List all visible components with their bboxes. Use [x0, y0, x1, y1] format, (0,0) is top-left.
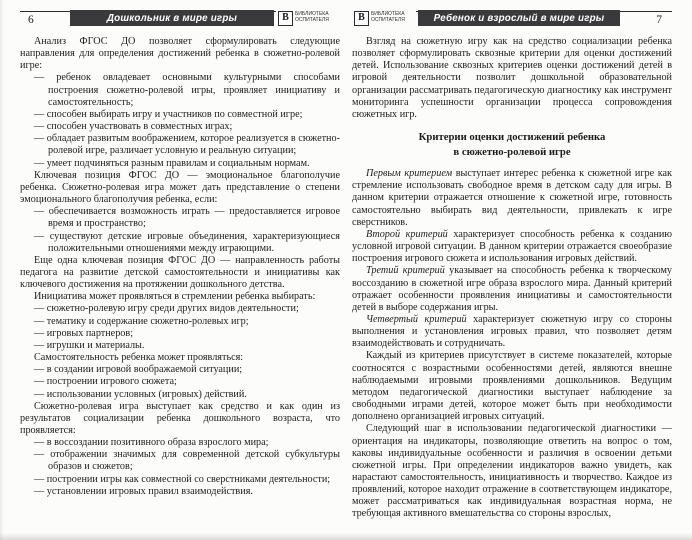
list-item: — тематику и содержание сюжетно-ролевых игр; — [34, 315, 249, 327]
logo-letter-icon: В — [354, 11, 369, 26]
list-item: — в создании игровой воображаемой ситуации; — [34, 364, 243, 376]
logo-text-line2: ОСПИТАТЕЛЯ — [295, 17, 329, 23]
paragraph: Четвертый критерий характеризует сюжетную игру со стороны выполнения и установления игровых правил, что позволяет детям взаимодействовать и сотрудничать. — [352, 313, 672, 350]
list-item: — отображении значимых для современной детской субкультуры образов и сюжетов; — [34, 449, 340, 473]
chapter-title-bar: Дошкольник в мире игры — [70, 10, 274, 26]
list-item: — использовании условных (игровых) действий. — [34, 388, 247, 400]
paragraph: Еще одна ключевая позиция ФГОС ДО — направленность работы педагога на развитие детской самостоятельности и инициативы как ключевого достижения на протяжении дошкольного детства. — [20, 254, 340, 291]
paragraph: Самостоятельность ребенка может проявляться: — [34, 352, 244, 364]
paragraph: Анализ ФГОС ДО позволяет сформулировать следующие направления для определения достижений ребенка в сюжетно-ролевой игре: — [20, 36, 340, 72]
page-number: 6 — [28, 13, 34, 26]
list-item: — существуют детские игровые объединения, характеризующиеся положительными отношениями между играющими. — [34, 230, 340, 254]
list-item: — обладает развитым воображением, которое реализуется в сюжетно-ролевой игре, различает условную и реальную ситуации; — [34, 133, 340, 157]
list-item: — ребенок овладевает основными культурными способами построения сюжетно-ролевой игры, проявляет инициативу и самостоятельность; — [34, 72, 340, 108]
list-item: — построении игрового сюжета; — [34, 376, 177, 388]
paragraph: Первым критерием выступает интерес ребенка к сюжетной игре как стремление использовать свободное время в детском саду для игры. В данном критерии отражается отношение к сюжетной игре, готовность самостоятельно выбирать вид деятельности, привлекать к игре сверстников. — [352, 168, 672, 228]
italic-lead: Второй критерий — [366, 228, 448, 240]
section-heading-line: Критерии оценки достижений ребенка — [418, 131, 606, 144]
page-body — [352, 36, 672, 521]
running-head-left — [20, 10, 340, 26]
running-head-right — [352, 10, 672, 26]
logo-text-line1: БИБЛИОТЕКА — [295, 11, 329, 18]
list-item: — обеспечивается возможность играть — предоставляется игровое время и пространство; — [34, 206, 340, 230]
list-item: — сюжетно-ролевую игру среди других видов деятельности; — [34, 303, 299, 315]
paragraph: Следующий шаг в использовании педагогической диагностики — ориентация на индикаторы, позволяющие ответить на вопрос о том, каковы индивидуальные особенности и различия в освоении детьми сюжетной игры. При определении индикаторов важно увидеть, как нарастают самостоятельность, инициативность и творчество. Каждое из проявлений, которое находит отражение в соответствующем индикаторе, может рассматриваться как индивидуальная возрастная норма, не требующая активного вмешательства со стороны взрослых, — [352, 423, 672, 520]
italic-lead: Первым критерием — [366, 168, 453, 180]
paragraph: Каждый из критериев присутствует в системе показателей, которые соотносятся с возрастными особенностями детей, являются внешне наблюдаемыми игровыми проявлениями дошкольников. Ведущим методом педагогической диагностики выступает наблюдение за свободными играми детей, которое может быть при необходимости дополнено организацией игровых ситуаций. — [352, 350, 672, 423]
list-item: — способен участвовать в совместных играх; — [34, 121, 233, 133]
paragraph: Второй критерий характеризует способность ребенка к созданию условной игровой ситуации. В данном критерии отражается своеобразие построения игрового сюжета и использования игровых действий. — [352, 228, 672, 265]
list-item: — способен выбирать игру и участников по совместной игре; — [34, 108, 303, 120]
paragraph: Сюжетно-ролевая игра выступает как средство и как один из результатов социализации ребенка дошкольного возраста, что проявляется: — [20, 400, 340, 436]
paragraph: Взгляд на сюжетную игру как на средство социализации ребенка позволяет сформулировать сквозные критерии для оценки достижений детей. Использование сквозных критериев оценки достижений детей в игровой деятельности позволит дошкольной образовательной организации рассматривать педагогическую диагностику как инструмент мониторинга успешности организации процесса сопровождения сюжетных игр. — [352, 36, 672, 120]
list-item: — установлении игровых правил взаимодействия. — [34, 485, 253, 497]
logo-text-line2: ОСПИТАТЕЛЯ — [371, 17, 405, 23]
list-item: — в воссоздании позитивного образа взрослого мира; — [34, 437, 269, 449]
logo-text-line1: БИБЛИОТЕКА — [371, 11, 405, 18]
italic-lead: Четвертый критерий — [366, 313, 467, 325]
logo-text — [371, 12, 405, 23]
logo-text — [295, 12, 329, 23]
list-item: — построении игры как совместной со сверстниками деятельности; — [34, 473, 331, 485]
publisher-logo — [352, 10, 416, 26]
page-right — [346, 0, 692, 540]
paragraph: Третий критерий указывает на способность ребенка к творческому воссозданию в сюжетной игре образа взрослого мира. Данный критерий отражает особенности проявления инициативы и самостоятельности детей в выборе содержания игры. — [352, 265, 672, 313]
chapter-title-bar: Ребенок и взрослый в мире игры — [418, 10, 620, 26]
italic-lead: Третий критерий — [366, 265, 445, 277]
publisher-logo — [276, 10, 340, 26]
section-heading — [352, 130, 672, 159]
paragraph: Инициатива может проявляться в стремлении ребенка выбирать: — [34, 291, 316, 303]
page-body — [20, 36, 340, 498]
list-item: — умеет подчиняться разным правилам и социальным нормам. — [34, 157, 310, 169]
logo-letter-icon: В — [278, 11, 293, 26]
page-number: 7 — [656, 13, 662, 26]
section-heading-line: в сюжетно-ролевой игре — [453, 145, 571, 158]
list-item: — игровых партнеров; — [34, 327, 134, 339]
paragraph: Ключевая позиция ФГОС ДО — эмоциональное благополучие ребенка. Сюжетно-ролевая игра может дать представление о степени эмоционального благополучия ребенка, если: — [20, 169, 340, 206]
list-item: — игрушки и материалы. — [34, 339, 145, 351]
